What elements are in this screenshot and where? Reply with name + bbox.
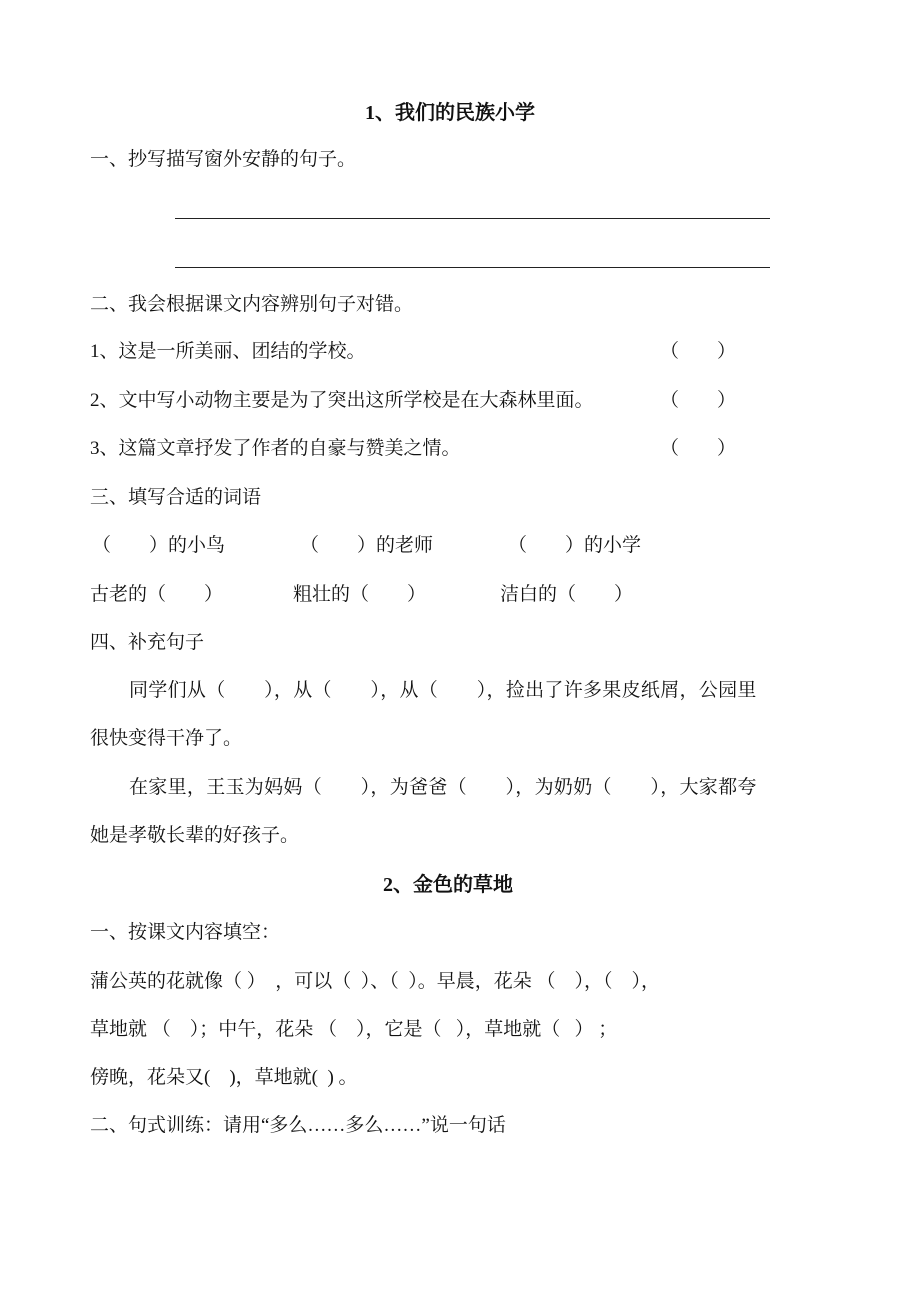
- fill-word[interactable]: （ ）的小学: [508, 535, 642, 556]
- judgement-blank-1[interactable]: （ ）: [660, 341, 737, 362]
- sentence-completion[interactable]: 同学们从（ ），从（ ），从（ ），捡出了许多果皮纸屑，公园里: [129, 680, 757, 701]
- fill-blank-line[interactable]: 傍晚，花朵又( )，草地就( ) 。: [90, 1067, 358, 1088]
- fill-blank-line[interactable]: 草地就 （ ）；中午，花朵 （ ），它是（ ），草地就（ ） ；: [90, 1019, 618, 1040]
- lesson2-q1-heading: 一、按课文内容填空：: [90, 922, 281, 943]
- lesson1-title: 1、我们的民族小学: [365, 102, 535, 124]
- judgement-blank-2[interactable]: （ ）: [660, 390, 737, 411]
- lesson1-q3-heading: 三、填写合适的词语: [90, 487, 262, 508]
- sentence-completion: 很快变得干净了。: [90, 728, 243, 749]
- fill-word[interactable]: 粗壮的（ ）: [293, 584, 427, 605]
- answer-line-1[interactable]: [175, 218, 770, 219]
- fill-blank-line[interactable]: 蒲公英的花就像（ ） ，可以（ ）、（ ）。早晨，花朵 （ ），（ ），: [90, 971, 661, 992]
- fill-word[interactable]: 洁白的（ ）: [500, 584, 634, 605]
- sentence-completion[interactable]: 在家里，王玉为妈妈（ ），为爸爸（ ），为奶奶（ ），大家都夸: [129, 777, 757, 798]
- lesson1-q4-heading: 四、补充句子: [90, 632, 205, 653]
- lesson2-q2-heading: 二、句式训练：请用“多么……多么……”说一句话: [90, 1115, 506, 1136]
- fill-word[interactable]: （ ）的老师: [300, 535, 434, 556]
- judgement-blank-3[interactable]: （ ）: [660, 438, 737, 459]
- judgement-item-3: 3、这篇文章抒发了作者的自豪与赞美之情。: [90, 438, 461, 459]
- sentence-completion: 她是孝敬长辈的好孩子。: [90, 825, 300, 846]
- lesson2-title: 2、金色的草地: [383, 874, 513, 896]
- judgement-item-2: 2、文中写小动物主要是为了突出这所学校是在大森林里面。: [90, 390, 594, 411]
- answer-line-2[interactable]: [175, 267, 770, 268]
- lesson1-q2-heading: 二、我会根据课文内容辨别句子对错。: [90, 294, 414, 315]
- fill-word[interactable]: 古老的（ ）: [90, 584, 224, 605]
- lesson1-q1-heading: 一、抄写描写窗外安静的句子。: [90, 149, 357, 170]
- fill-word[interactable]: （ ）的小鸟: [92, 535, 226, 556]
- judgement-item-1: 1、这是一所美丽、团结的学校。: [90, 341, 366, 362]
